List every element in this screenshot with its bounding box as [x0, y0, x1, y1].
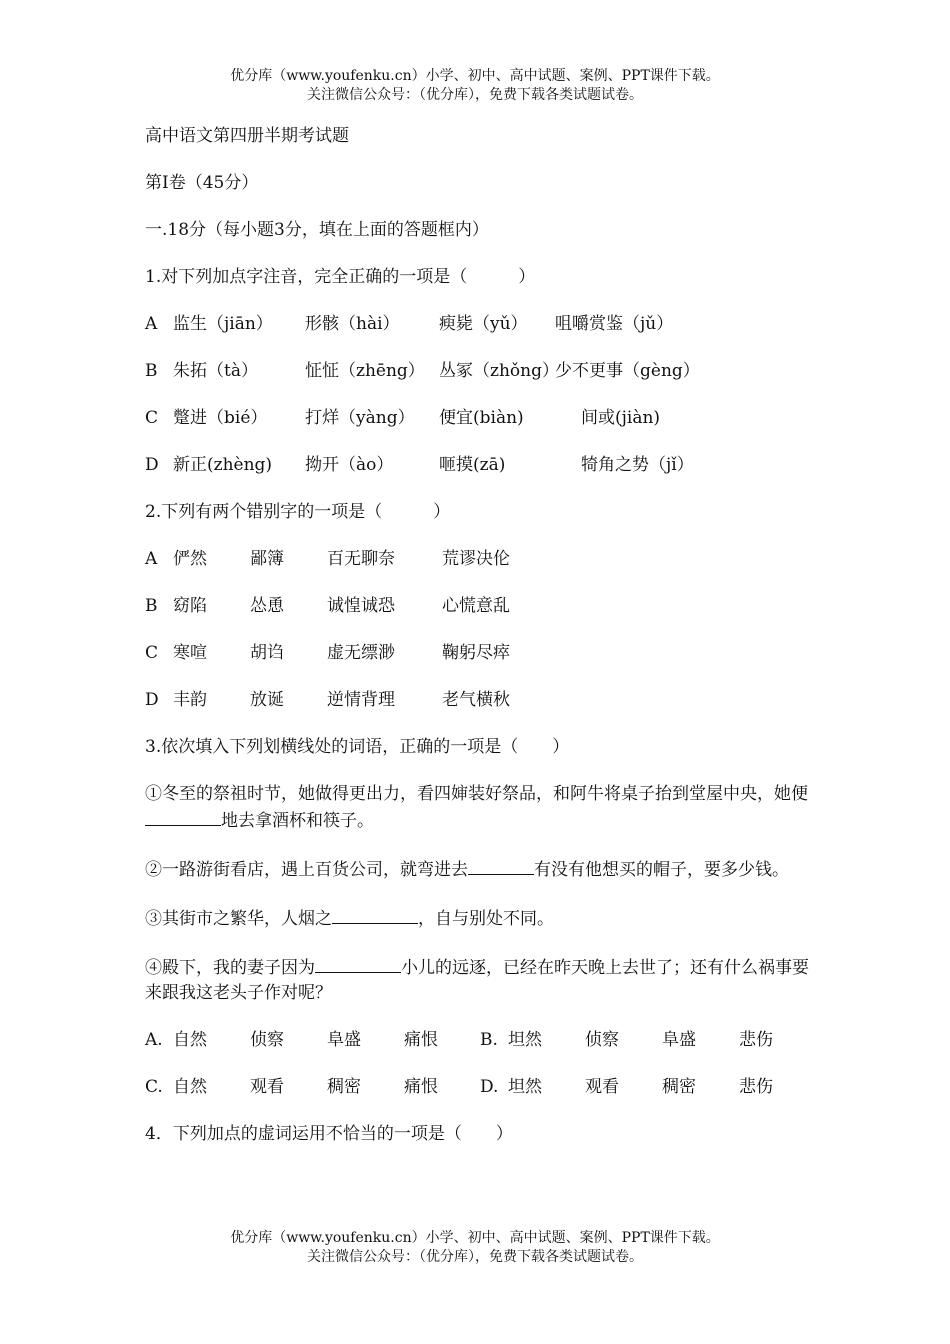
option-item: 阜盛 [662, 1030, 696, 1050]
option-item: 悲伤 [739, 1030, 773, 1050]
fill-blank [315, 954, 401, 973]
option-item: 稠密 [662, 1077, 696, 1097]
option-item: 咀嚼赏鉴（jǔ） [555, 314, 674, 334]
option-letter: D [145, 455, 159, 475]
fill-blank [332, 905, 418, 924]
header-line-2: 关注微信公众号：（优分库），免费下载各类试题试卷。 [307, 87, 643, 103]
doc-title: 高中语文第四册半期考试题 [145, 126, 349, 146]
sentence-text: 地去拿酒杯和筷子。 [221, 811, 374, 831]
volume-heading: 第Ⅰ卷（45分） [145, 173, 259, 193]
option-item: 咂摸(zā) [439, 455, 506, 475]
sentence-text: ④殿下，我的妻子因为 [145, 958, 315, 978]
option-item: 丰韵 [173, 690, 207, 710]
sentence-text: ，自与别处不同。 [418, 909, 554, 929]
option-item: 观看 [250, 1077, 284, 1097]
question-2-option-b [145, 594, 825, 619]
question-4-stem: 4．下列加点的虚词运用不恰当的一项是（ ） [145, 1124, 513, 1144]
option-item: 坦然 [508, 1077, 542, 1097]
option-item: 拗开（ào） [305, 455, 394, 475]
option-item: 阜盛 [327, 1030, 361, 1050]
header-line-1: 优分库（www.youfenku.cn）小学、初中、高中试题、案例、PPT课件下载。 [230, 68, 720, 84]
question-2-stem: 2.下列有两个错别字的一项是（ ） [145, 502, 451, 522]
option-item: 自然 [173, 1030, 207, 1050]
page-header [0, 67, 950, 105]
option-item: 老气横秋 [442, 690, 510, 710]
question-2-option-a [145, 547, 825, 572]
option-item: 放诞 [250, 690, 284, 710]
option-item: 监生（jiān） [173, 314, 273, 334]
option-item: 新正(zhèng) [173, 455, 273, 475]
option-letter: B. [480, 1030, 498, 1050]
option-item: 鄙簿 [250, 549, 284, 569]
option-item: 痛恨 [404, 1030, 438, 1050]
question-3-options-ab [145, 1028, 825, 1053]
option-letter: D [145, 690, 159, 710]
question-1-option-b [145, 359, 825, 384]
option-item: 朱拓（tà） [173, 361, 258, 381]
question-1-stem: 1.对下列加点字注音，完全正确的一项是（ ） [145, 267, 536, 287]
option-letter: B [145, 361, 158, 381]
option-item: 逆情背理 [327, 690, 395, 710]
question-3-stem: 3.依次填入下列划横线处的词语，正确的一项是（ ） [145, 737, 570, 757]
option-item: 荒谬决伦 [442, 549, 510, 569]
option-item: 胡诌 [250, 643, 284, 663]
option-item: 犄角之势（jǐ） [581, 455, 694, 475]
option-item: 鞠躬尽瘁 [442, 643, 510, 663]
option-letter: C [145, 643, 159, 663]
document-body [145, 124, 825, 1169]
option-item: 形骸（hài） [305, 314, 400, 334]
option-letter: A [145, 314, 158, 334]
fill-blank [145, 807, 221, 826]
question-3-options-cd [145, 1075, 825, 1100]
option-item: 侦察 [585, 1030, 619, 1050]
option-item: 自然 [173, 1077, 207, 1097]
option-item: 怂恿 [250, 596, 284, 616]
option-letter: A. [145, 1030, 163, 1050]
option-item: 打烊（yàng） [305, 408, 415, 428]
question-1-option-a [145, 312, 825, 337]
sentence-text: ③其街市之繁华，人烟之 [145, 909, 332, 929]
option-letter: C [145, 408, 159, 428]
option-item: 俨然 [173, 549, 207, 569]
option-item: 窈陷 [173, 596, 207, 616]
option-item: 百无聊奈 [327, 549, 395, 569]
option-item: 心慌意乱 [442, 596, 510, 616]
question-2-option-d [145, 688, 825, 713]
option-item: 侦察 [250, 1030, 284, 1050]
option-item: 稠密 [327, 1077, 361, 1097]
footer-line-2: 关注微信公众号：（优分库），免费下载各类试题试卷。 [307, 1249, 643, 1265]
option-item: 怔怔（zhēng） [305, 361, 425, 381]
question-1-option-c [145, 406, 825, 431]
sentence-text: ②一路游街看店，遇上百货公司，就弯进去 [145, 860, 468, 880]
option-item: 少不更事（gèng） [555, 361, 700, 381]
option-item: 便宜(biàn) [439, 408, 524, 428]
page-footer [0, 1229, 950, 1267]
option-item: 诚惶诚恐 [327, 596, 395, 616]
option-item: 悲伤 [739, 1077, 773, 1097]
sentence-text: 有没有他想买的帽子，要多少钱。 [534, 860, 789, 880]
sentence-text: ①冬至的祭祖时节，她做得更出力，看四婶装好祭品，和阿牛将桌子抬到堂屋中央，她便 [145, 784, 808, 804]
question-1-option-d [145, 453, 825, 478]
footer-line-1: 优分库（www.youfenku.cn）小学、初中、高中试题、案例、PPT课件下载。 [230, 1230, 720, 1246]
option-item: 蹩进（bié） [173, 408, 268, 428]
option-item: 坦然 [508, 1030, 542, 1050]
option-letter: D. [480, 1077, 499, 1097]
option-item: 丛冢（zhǒng） [439, 361, 559, 381]
option-letter: C. [145, 1077, 163, 1097]
question-2-option-c [145, 641, 825, 666]
question-3-sentence-1 [145, 782, 825, 834]
option-item: 间或(jiàn) [581, 408, 661, 428]
option-item: 虚无缥渺 [327, 643, 395, 663]
option-item: 痛恨 [404, 1077, 438, 1097]
option-letter: A [145, 549, 158, 569]
option-item: 瘐毙（yǔ） [439, 314, 528, 334]
option-letter: B [145, 596, 158, 616]
sentence-text: 小儿的远逐，已经在昨天晚上去世了；还有什么祸事要来跟我这老头子作对呢？ [145, 958, 809, 1003]
question-3-sentence-2 [145, 856, 825, 883]
option-item: 观看 [585, 1077, 619, 1097]
section-heading: 一.18分（每小题3分，填在上面的答题框内） [145, 220, 489, 240]
question-3-sentence-4 [145, 954, 825, 1006]
question-3-sentence-3 [145, 905, 825, 932]
fill-blank [468, 856, 534, 875]
option-item: 寒喧 [173, 643, 207, 663]
